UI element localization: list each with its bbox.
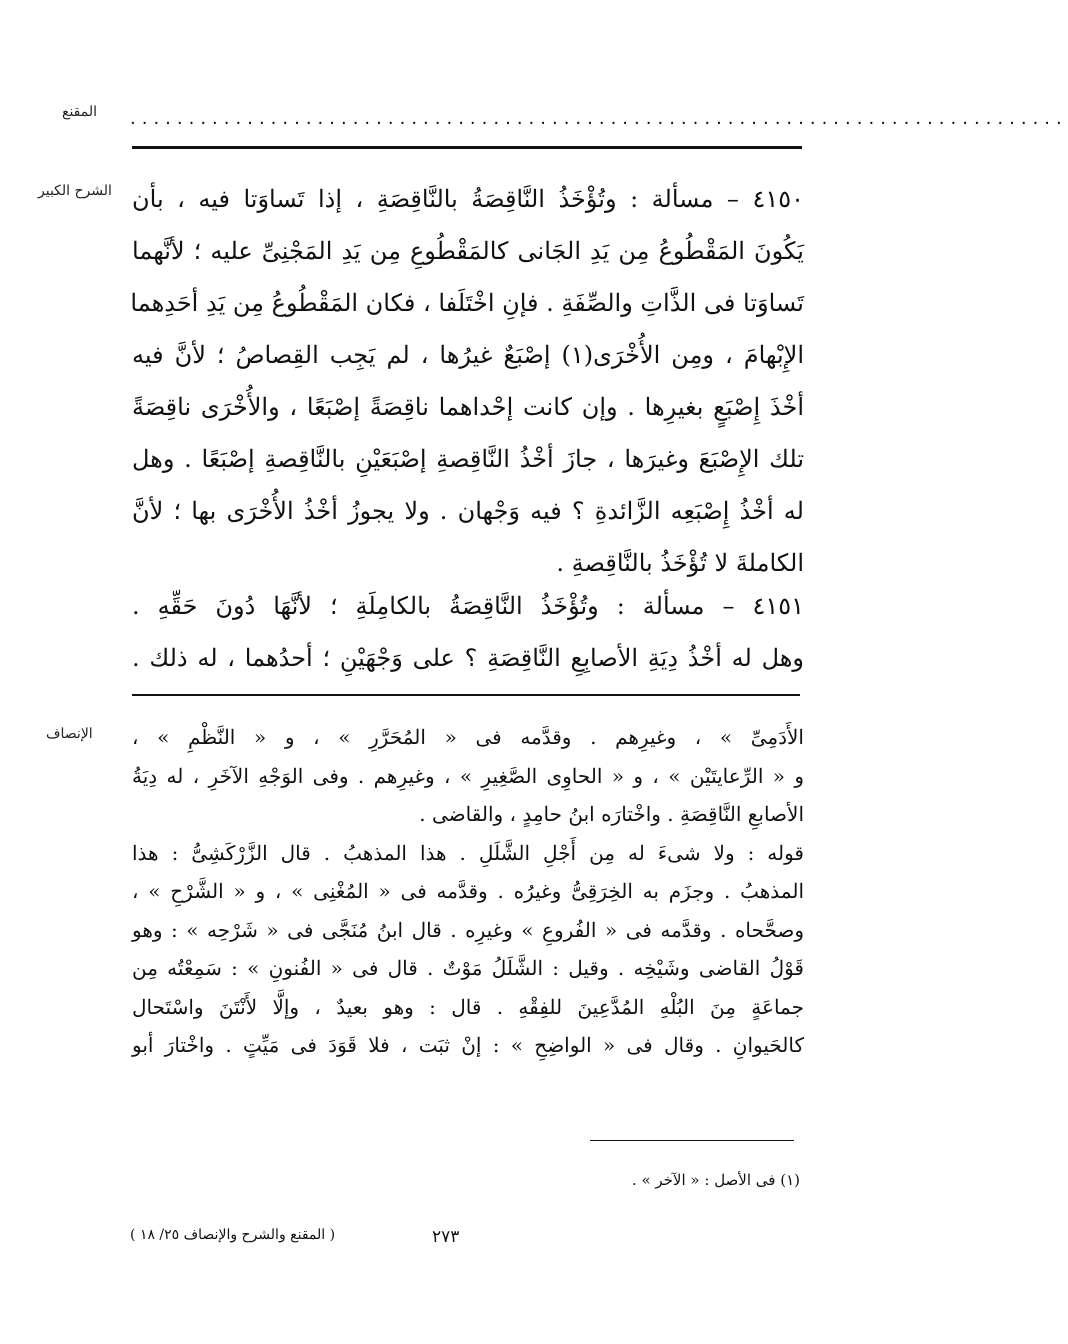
sharh-line: يَكُونَ المَقْطُوعُ مِن يَدِ الجَانى كالمَقْطُوعِ مِن يَدِ المَجْنِىِّ عليه ؛ لأنَّهما — [132, 237, 804, 265]
insaf-line: الأَدَمِىِّ » ، وغيرِهم . وقدَّمه فى « المُحَرَّرِ » ، و « النَّظْمِ » ، — [132, 725, 804, 749]
insaf-line: كالحَيوانِ . وقال فى « الواضِحِ » : إنْ ثبَت ، فلا قَوَدَ فى مَيِّتٍ . واخْتارَ أبو — [132, 1033, 804, 1057]
insaf-margin-label: الإنصاف — [46, 726, 93, 742]
volume-reference: ( المقنع والشرح والإنصاف ٢٥/ ١٨ ) — [130, 1227, 336, 1243]
sharh-line: له أخْذُ إِصْبَعِه الزَّائدةِ ؟ فيه وَجْهان . ولا يجوزُ أخْذُ الأُخْرَى بها ؛ لأنَّ — [132, 497, 804, 525]
sharh-question-4151 — [132, 580, 804, 684]
sharh-q2-line: ٤١٥١ – مسألة : وتُؤْخَذُ النَّاقِصَةُ بالكامِلَةِ ؛ لأنَّهَا دُونَ حَقِّهِ . — [132, 592, 804, 620]
footnote-rule — [590, 1140, 794, 1141]
header-dotted-line: ................................................................................ — [130, 108, 1068, 129]
sharh-line: ٤١٥٠ – مسألة : وتُؤْخَذُ النَّاقِصَةُ بالنَّاقِصَةِ ، إذا تَساوَتا فيه ، بأن — [132, 185, 804, 213]
insaf-body — [132, 718, 804, 1065]
insaf-line: المذهبُ . وجزَم به الخِرَقِىُّ وغيرُه . وقدَّمه فى « المُغْنِى » ، و « الشَّرْحِ » ، — [132, 879, 804, 903]
page-number: ٢٧٣ — [432, 1227, 460, 1247]
insaf-line: جماعَةٍ مِنَ البُلْهِ المُدَّعِينَ للفِقْهِ . قال : وهو بعيدٌ ، وإلَّا لأَنْتَنَ واسْتَحال — [132, 994, 804, 1019]
sharh-q2-line: وهل له أخْذُ دِيَةِ الأصابِعِ النَّاقِصَةِ ؟ على وَجْهَيْنِ ؛ أحدُهما ، له ذلك . — [132, 644, 804, 672]
sharh-line: أخْذَ إِصْبَعٍ بغيرِها . وإن كانت إحْداهما ناقِصَةً إصْبَعًا ، والأُخْرَى ناقِصَةً — [132, 393, 804, 421]
insaf-line: الأصابعِ النَّاقِصَةِ . واخْتارَه ابنُ حامِدٍ ، والقاضى . — [419, 802, 804, 826]
sharh-body — [132, 173, 804, 589]
sharh-line: الكاملةَ لا تُؤْخَذُ بالنَّاقِصةِ . — [556, 549, 804, 577]
sharh-line: تلك الإِصْبَعَ وغيرَها ، جازَ أخْذُ النَّاقِصةِ إصْبَعَيْنِ بالنَّاقِصةِ إصْبَعًا . وهل — [132, 445, 804, 473]
sharh-margin-label: الشرح الكبير — [38, 183, 112, 199]
sharh-line: تَساوَتا فى الذَّاتِ والصِّفَةِ . فإنِ اخْتَلَفا ، فكان المَقْطُوعُ مِن يَدِ أحَدِهما — [130, 289, 804, 317]
sharh-line: الإِبْهامَ ، ومِن الأُخْرَى(١) إصْبَعٌ غيرُها ، لم يَجِب القِصاصُ ؛ لأنَّ فيه — [132, 341, 804, 369]
insaf-line: قوله : ولا شىءَ له مِن أَجْلِ الشَّلَلِ . هذا المذهبُ . قال الزَّرْكَشِىُّ : هذا — [132, 840, 804, 865]
insaf-line: قَوْلُ القاضى وشَيْخِه . وقيل : الشَّلَلُ مَوْتٌ . قال فى « الفُنونِ » : سَمِعْتُه مِن — [132, 956, 804, 980]
footnote: (١) فى الأصل : « الآخر » . — [631, 1171, 800, 1189]
header-rule — [132, 146, 802, 149]
section-divider — [132, 694, 800, 696]
insaf-line: وصحَّحاه . وقدَّمه فى « الفُروعِ » وغيرِه . قال ابنُ مُنَجَّى فى « شَرْحِه » : وهو — [132, 917, 804, 942]
insaf-line: و « الرِّعايتَيْن » ، و « الحاوِى الصَّغِيرِ » ، وغيرِهم . وفى الوَجْهِ الآخَرِ ، له دِيَةُ — [132, 763, 804, 788]
book-label: المقنع — [62, 104, 98, 120]
